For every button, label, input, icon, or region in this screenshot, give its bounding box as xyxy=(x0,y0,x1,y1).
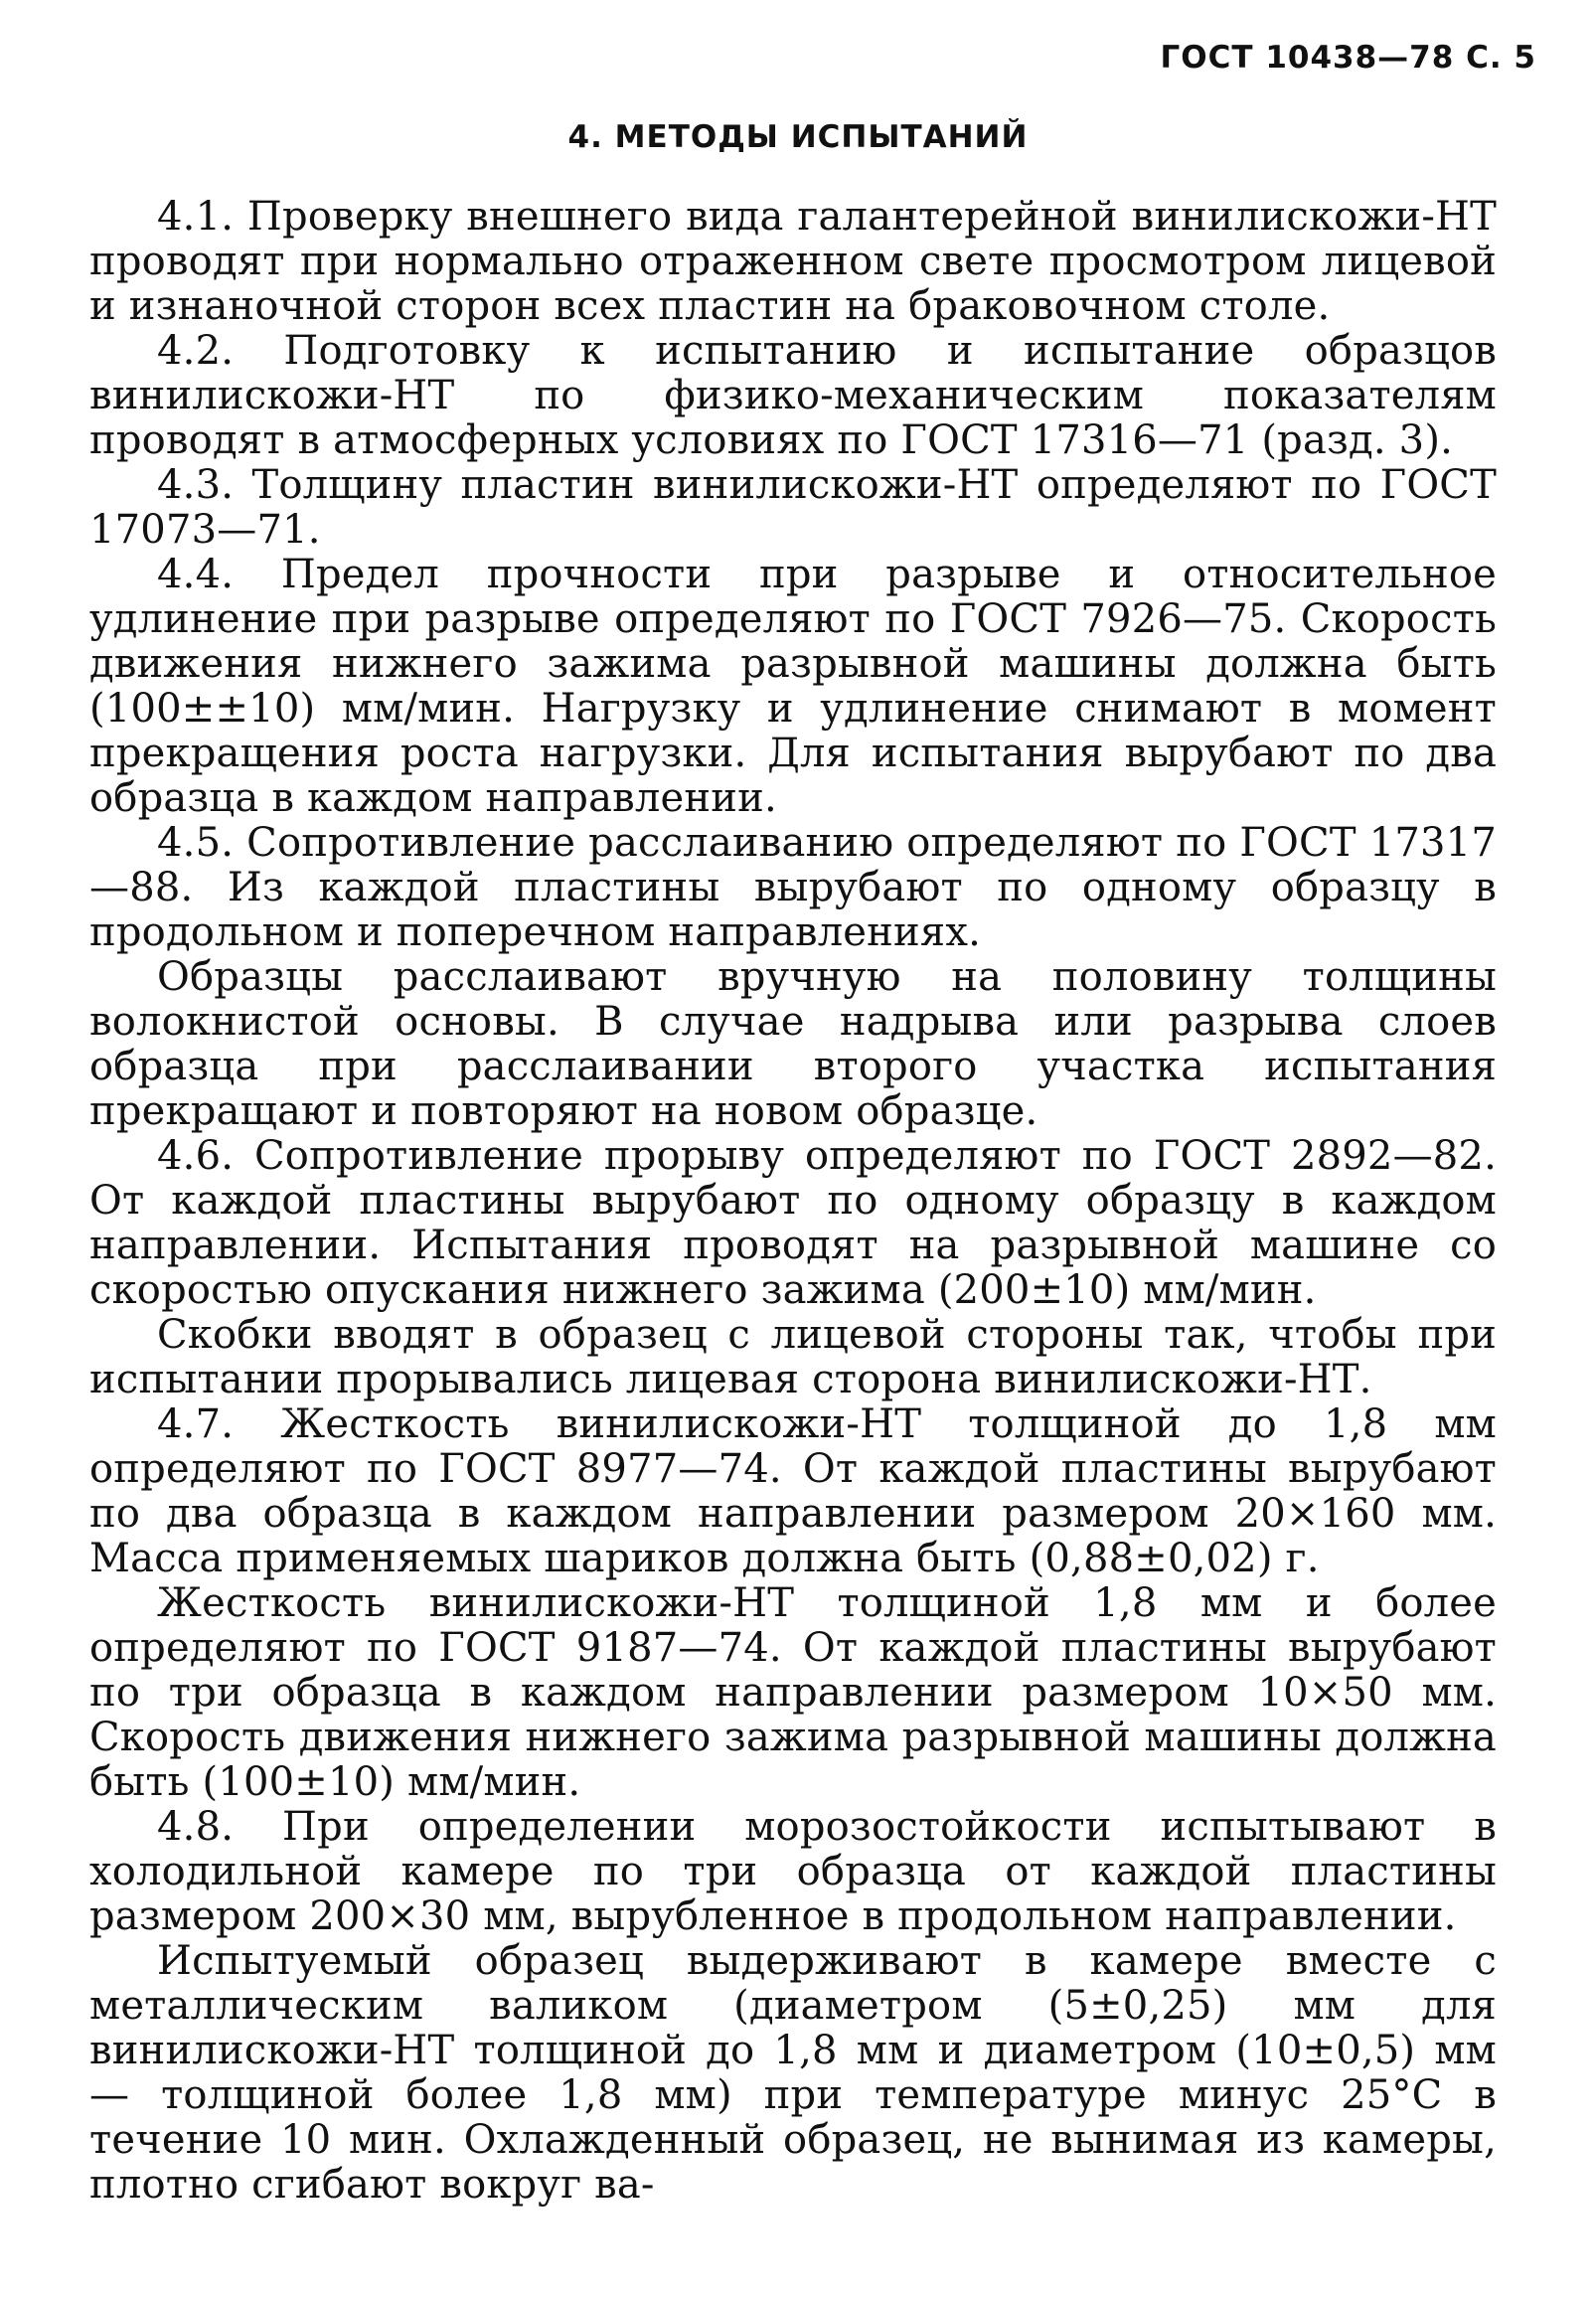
body-text xyxy=(89,195,1497,2208)
paragraph-4-4: 4.4. Предел прочности при разрыве и относительное удлинение при разрыве определяют по ГОСТ 7926—75. Скорость движения нижнего зажима разрывной машины должна быть (100±±10) мм/мин. Нагрузку и удлинение снимают в момент прекращения роста нагрузки. Для испытания вырубают по два образца в каждом направлении. xyxy=(89,552,1497,821)
section-title: 4. МЕТОДЫ ИСПЫТАНИЙ xyxy=(567,119,1029,155)
paragraph-4-8-continued: Испытуемый образец выдерживают в камере вместе с металлическим валиком (диаметром (5±0,25) мм для винилискожи-НТ толщиной до 1,8 мм и диаметром (10±0,5) мм — толщиной более 1,8 мм) при температуре минус 25°С в течение 10 мин. Охлажденный образец, не вынимая из камеры, плотно сгибают вокруг ва- xyxy=(89,1938,1497,2208)
running-header: ГОСТ 10438—78 С. 5 xyxy=(1160,40,1536,76)
paragraph-4-6: 4.6. Сопротивление прорыву определяют по ГОСТ 2892—82. От каждой пластины вырубают по одному образцу в каждом направлении. Испытания проводят на разрывной машине со скоростью опускания нижнего зажима (200±10) мм/мин. xyxy=(89,1133,1497,1313)
paragraph-4-1: 4.1. Проверку внешнего вида галантерейной винилискожи-НТ проводят при нормально отраженном свете просмотром лицевой и изнаночной сторон всех пластин на браковочном столе. xyxy=(89,194,1497,329)
paragraph-4-8: 4.8. При определении морозостойкости испытывают в холодильной камере по три образца от каждой пластины размером 200×30 мм, вырубленное в продольном направлении. xyxy=(89,1804,1497,1939)
paragraph-4-6-continued: Скобки вводят в образец с лицевой стороны так, чтобы при испытании прорывались лицевая сторона винилискожи-НТ. xyxy=(89,1312,1497,1402)
paragraph-4-7: 4.7. Жесткость винилискожи-НТ толщиной до 1,8 мм определяют по ГОСТ 8977—74. От каждой пластины вырубают по два образца в каждом направлении размером 20×160 мм. Масса применяемых шариков должна быть (0,88±0,02) г. xyxy=(89,1401,1497,1581)
paragraph-4-5: 4.5. Сопротивление расслаиванию определяют по ГОСТ 17317—88. Из каждой пластины вырубают по одному образцу в продольном и поперечном направлениях. xyxy=(89,820,1497,955)
paragraph-4-2: 4.2. Подготовку к испытанию и испытание образцов винилискожи-НТ по физико-механическим показателям проводят в атмосферных условиях по ГОСТ 17316—71 (разд. 3). xyxy=(89,328,1497,463)
paragraph-4-3: 4.3. Толщину пластин винилискожи-НТ определяют по ГОСТ 17073—71. xyxy=(89,462,1497,553)
paragraph-4-5-continued: Образцы расслаивают вручную на половину толщины волокнистой основы. В случае надрыва или разрыва слоев образца при расслаивании второго участка испытания прекращают и повторяют на новом образце. xyxy=(89,954,1497,1134)
paragraph-4-7-continued: Жесткость винилискожи-НТ толщиной 1,8 мм и более определяют по ГОСТ 9187—74. От каждой пластины вырубают по три образца в каждом направлении размером 10×50 мм. Скорость движения нижнего зажима разрывной машины должна быть (100±10) мм/мин. xyxy=(89,1580,1497,1805)
